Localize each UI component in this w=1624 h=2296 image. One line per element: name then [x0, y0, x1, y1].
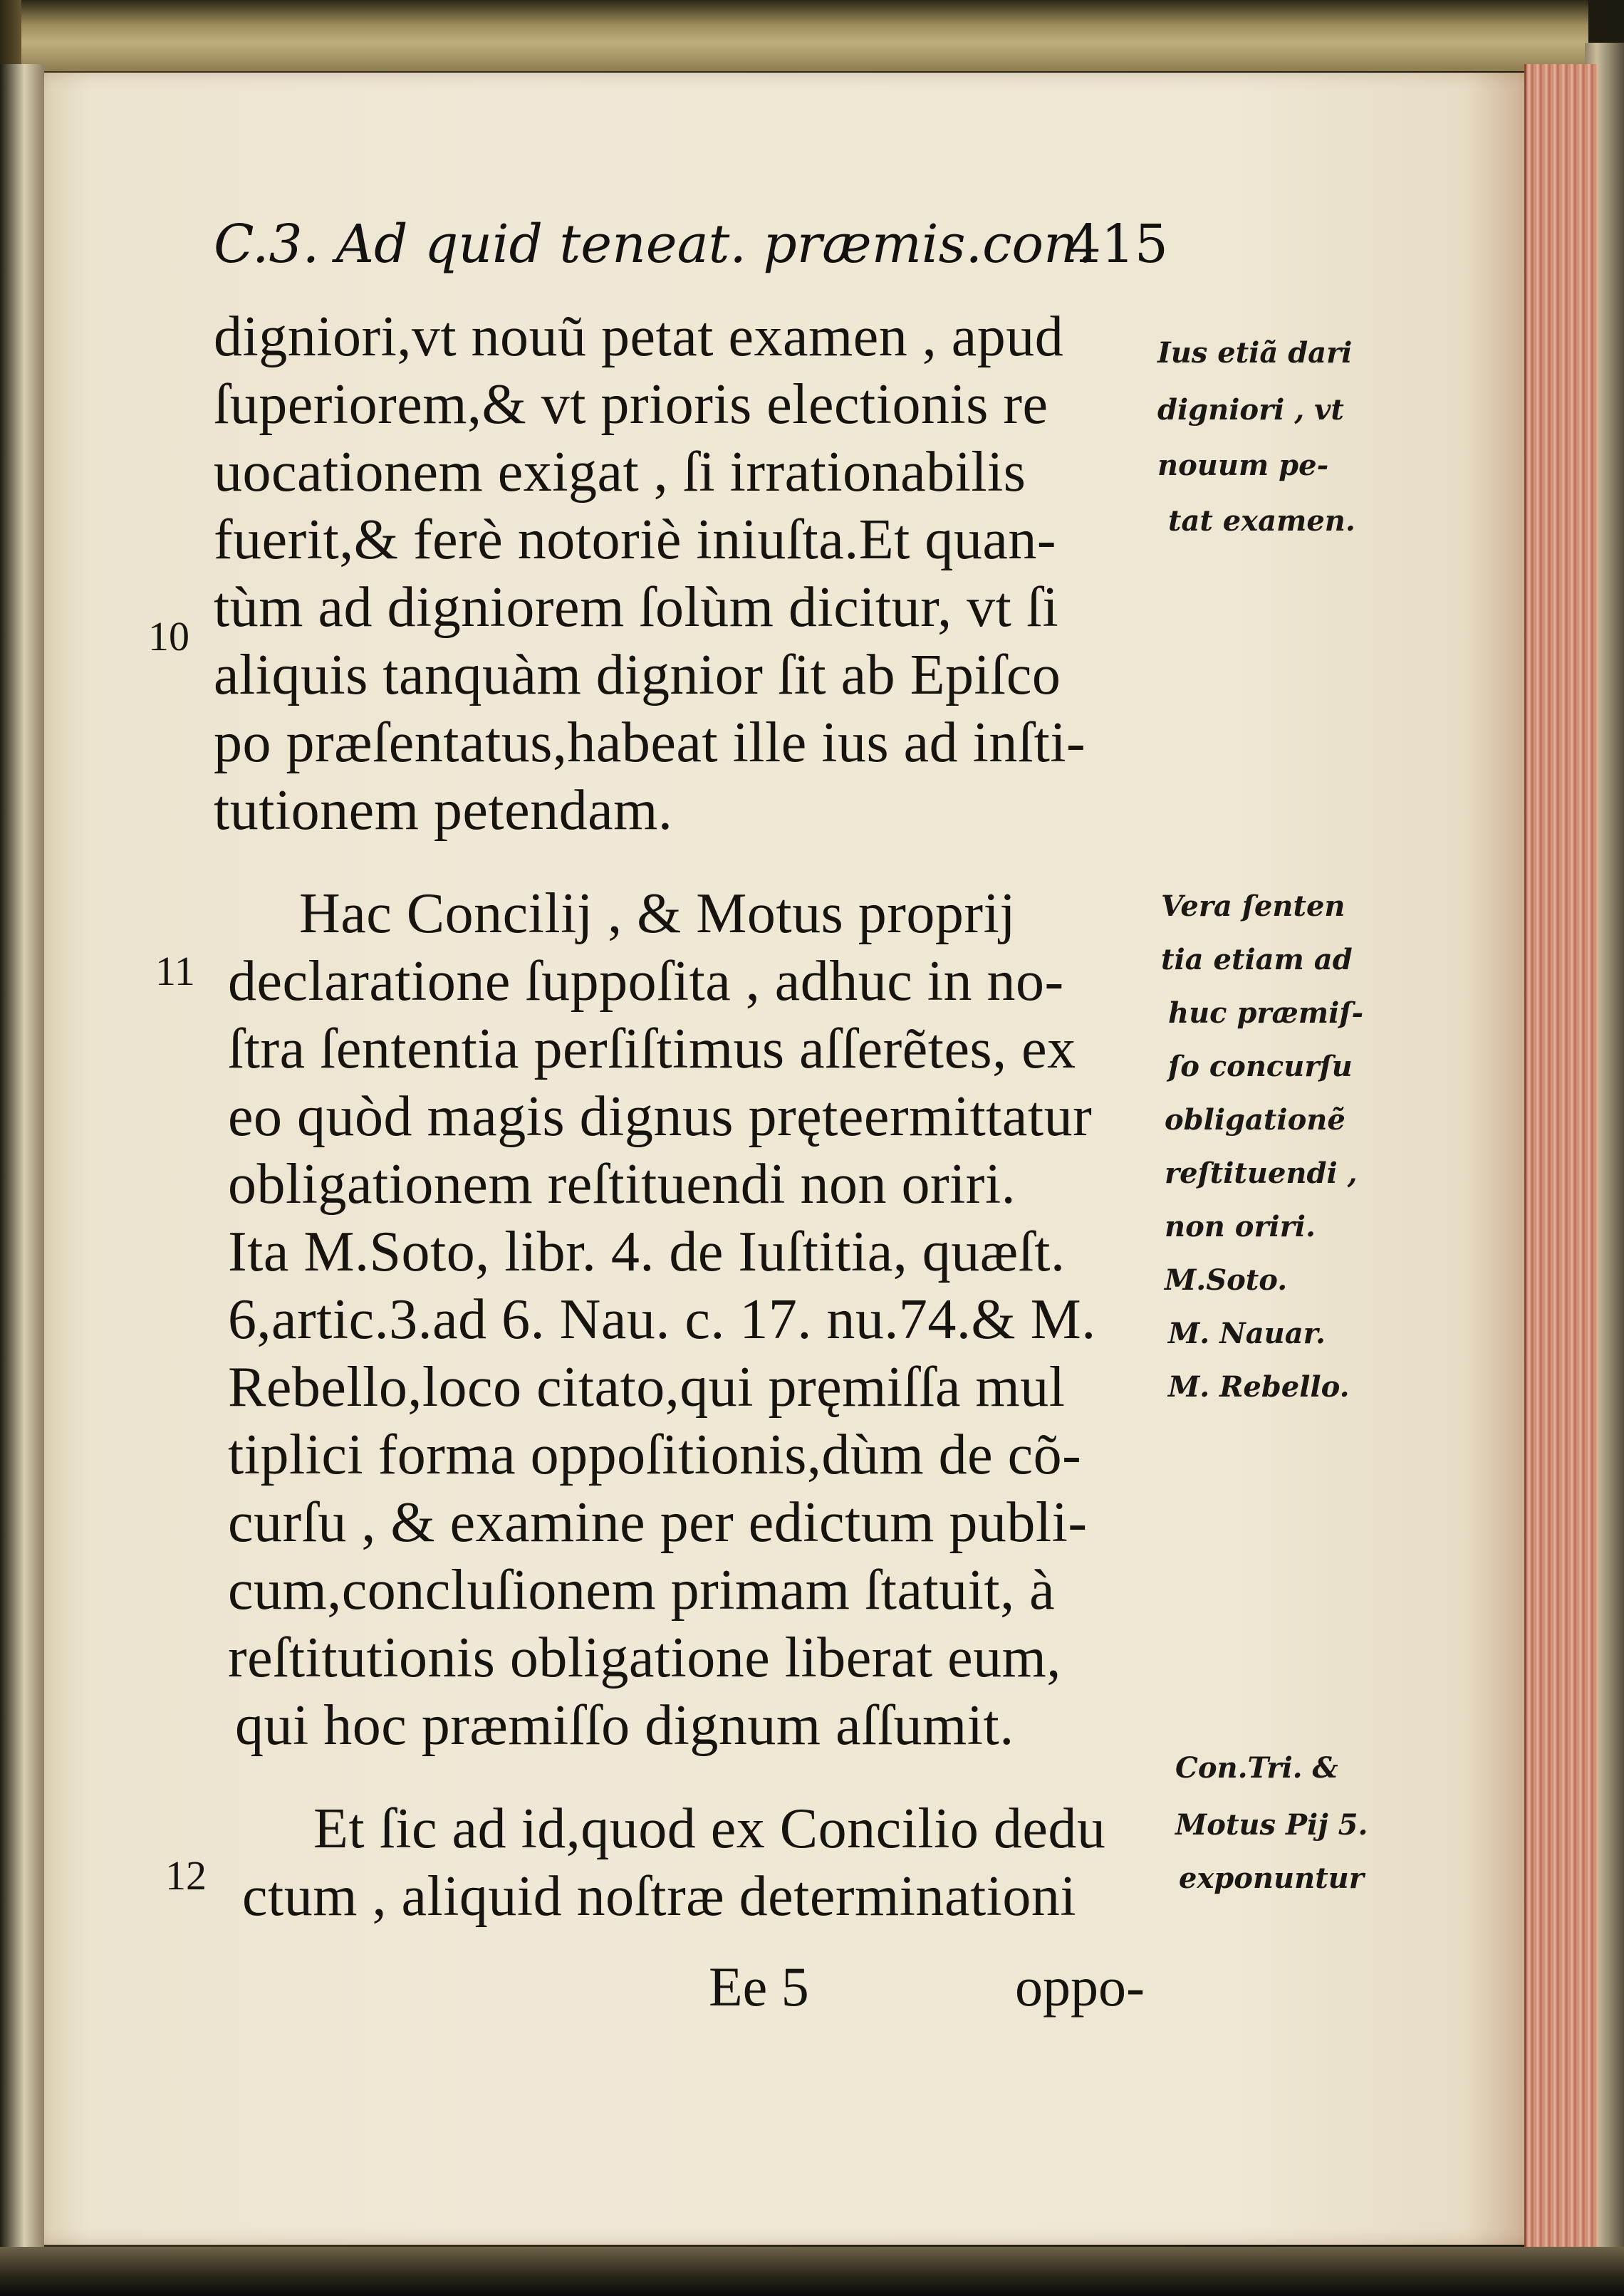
text-line: qui hoc præmiſſo dignum aſſumit. [235, 1694, 1014, 1757]
line-number: 12 [165, 1852, 207, 1899]
text-line: reſtitutionis obligatione liberat eum, [228, 1627, 1061, 1689]
text-line: 6,artic.3.ad 6. Nau. c. 17. nu.74.& M. [228, 1288, 1096, 1351]
line-number: 10 [148, 613, 189, 659]
line-number: 11 [155, 948, 195, 994]
text-line: fuerit,& ferè notoriè iniuſta.Et quan- [214, 508, 1057, 571]
page-edges [1524, 64, 1598, 2258]
text-line: Hac Concilij , & Motus proprij [299, 882, 1016, 945]
text-line: digniori,vt nouũ petat examen , apud [214, 306, 1064, 368]
text-line: cum,concluſionem primam ſtatuit, à [228, 1559, 1056, 1622]
cover-bottom-edge [0, 2247, 1624, 2296]
margin-note-line: Motus Pij 5. [1175, 1808, 1368, 1842]
text-line: Rebello,loco citato,qui pręmiſſa mul [228, 1356, 1066, 1419]
text-line: ctum , aliquid noſtræ determinationi [242, 1865, 1077, 1928]
text-line: tiplici forma oppoſitionis,dùm de cõ- [228, 1424, 1082, 1486]
margin-note-line: digniori , vt [1157, 393, 1344, 427]
cover-top-edge [21, 0, 1588, 71]
text-line: ſuperiorem,& vt prioris electionis re [214, 373, 1048, 436]
margin-note-line: M. Nauar. [1168, 1317, 1326, 1350]
margin-note-line: non oriri. [1165, 1210, 1316, 1243]
margin-note-line: M. Rebello. [1168, 1370, 1350, 1404]
margin-note-line: Ius etiã dari [1157, 336, 1353, 370]
margin-note-line: huc præmiſ- [1168, 996, 1364, 1030]
text-line: Ita M.Soto, libr. 4. de Iuſtitia, quæſt. [228, 1221, 1066, 1283]
text-line: eo quòd magis dignus pręteermittatur [228, 1085, 1093, 1148]
margin-note-line: reſtituendi , [1165, 1157, 1358, 1190]
text-line: tutionem petendam. [214, 779, 673, 842]
running-head [214, 214, 1168, 299]
text-line: obligationem reſtituendi non oriri. [228, 1153, 1016, 1216]
text-line: curſu , & examine per edictum publi- [228, 1491, 1088, 1554]
margin-note-line: Vera ſenten [1161, 889, 1345, 923]
running-head-title: C.3. Ad quid teneat. præmis.con. [214, 214, 1095, 275]
margin-note-line: exponuntur [1179, 1862, 1364, 1895]
text-line: tùm ad digniorem ſolùm dicitur, vt ſi [214, 576, 1059, 639]
text-line: uocationem exigat , ſi irrationabilis [214, 441, 1026, 503]
margin-note-line: obligationẽ [1165, 1103, 1345, 1137]
margin-note-line: ſo concurſu [1168, 1050, 1353, 1083]
catchword: oppo- [1015, 1956, 1145, 2018]
margin-note-line: nouum pe- [1157, 449, 1329, 482]
binding-gutter [0, 64, 44, 2250]
margin-note-line: tat examen. [1168, 504, 1355, 538]
margin-note-line: tia etiam ad [1161, 943, 1353, 976]
text-line: ſtra ſententia perſiſtimus aſſerẽtes, ex [228, 1018, 1076, 1080]
signature-mark: Ee 5 [709, 1956, 809, 2018]
text-line: declaratione ſuppoſita , adhuc in no- [228, 950, 1064, 1013]
margin-note-line: Con.Tri. & [1175, 1751, 1338, 1785]
text-line: aliquis tanquàm dignior ſit ab Epiſco [214, 644, 1061, 706]
page-number: 415 [1067, 214, 1168, 275]
text-line: Et ſic ad id,quod ex Concilio dedu [313, 1797, 1106, 1860]
text-line: po præſentatus,habeat ille ius ad inſti- [214, 711, 1086, 774]
margin-note-line: M.Soto. [1165, 1263, 1288, 1297]
